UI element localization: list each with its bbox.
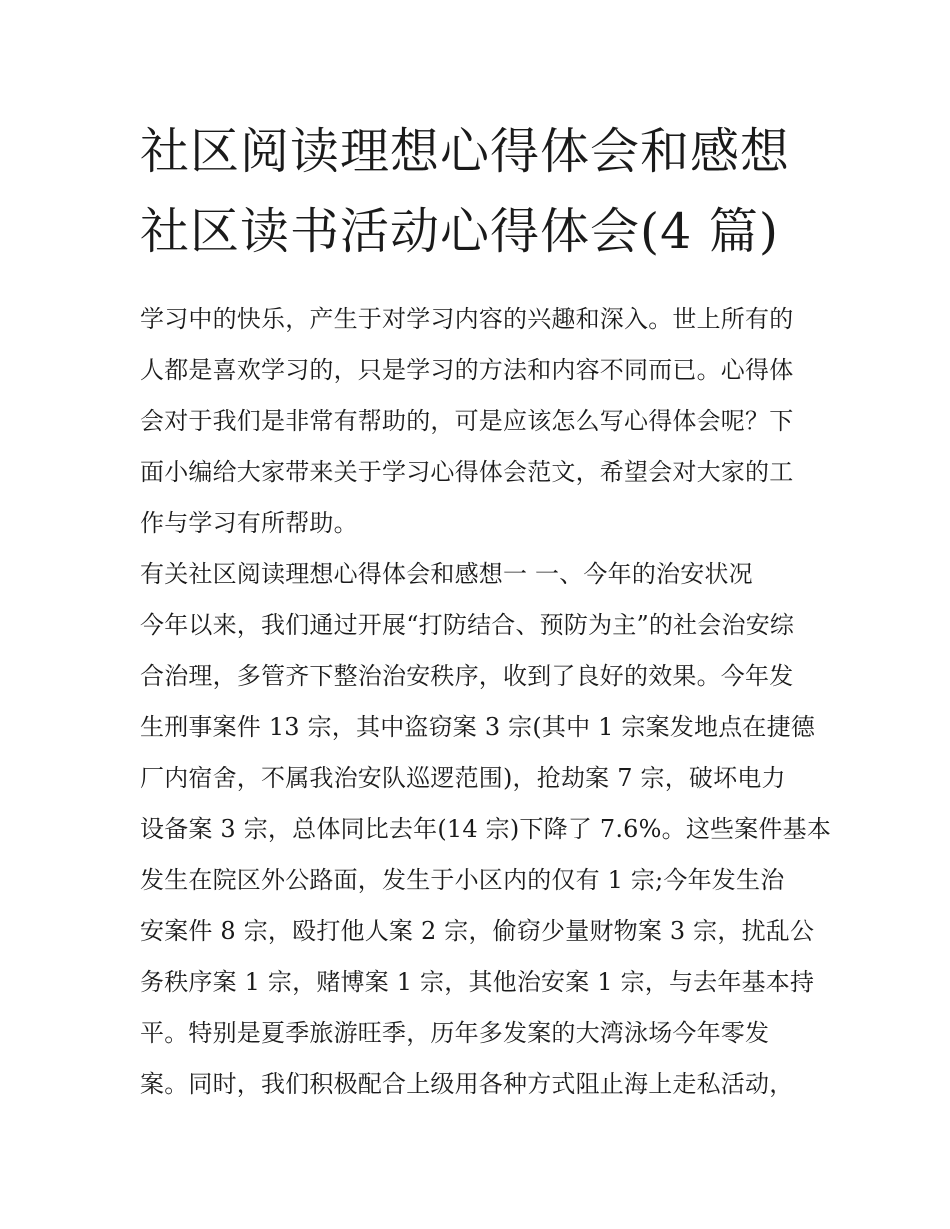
- title-line-2: 社区读书活动心得体会(4 篇): [140, 203, 779, 260]
- body-line: 人都是喜欢学习的，只是学习的方法和内容不同而已。心得体: [140, 356, 794, 384]
- section-heading-line: 有关社区阅读理想心得体会和感想一 一、今年的治安状况: [140, 560, 753, 588]
- body-line: 今年以来，我们通过开展“打防结合、预防为主”的社会治安综: [140, 611, 795, 639]
- document-page: [140, 112, 830, 1110]
- body-line: 案。同时，我们积极配合上级用各种方式阻止海上走私活动，: [140, 1070, 794, 1098]
- body-line: 厂内宿舍，不属我治安队巡逻范围)，抢劫案 7 宗，破坏电力: [140, 764, 786, 792]
- body-line: 设备案 3 宗，总体同比去年(14 宗)下降了 7.6%。这些案件基本: [140, 815, 832, 843]
- body-line: 学习中的快乐，产生于对学习内容的兴趣和深入。世上所有的: [140, 305, 794, 333]
- body-line: 安案件 8 宗，殴打他人案 2 宗，偷窃少量财物案 3 宗，扰乱公: [140, 917, 815, 945]
- body-line: 会对于我们是非常有帮助的，可是应该怎么写心得体会呢？下: [140, 407, 794, 435]
- body-line: 发生在院区外公路面，发生于小区内的仅有 1 宗;今年发生治: [140, 866, 785, 894]
- body-line: 合治理，多管齐下整治治安秩序，收到了良好的效果。今年发: [140, 662, 794, 690]
- document-title: [140, 112, 830, 272]
- title-line-1: 社区阅读理想心得体会和感想: [140, 123, 791, 180]
- document-body: [140, 294, 830, 1110]
- body-line: 平。特别是夏季旅游旺季，历年多发案的大湾泳场今年零发: [140, 1019, 770, 1047]
- body-line: 面小编给大家带来关于学习心得体会范文，希望会对大家的工: [140, 458, 794, 486]
- body-line: 作与学习有所帮助。: [140, 509, 358, 537]
- body-line: 生刑事案件 13 宗，其中盗窃案 3 宗(其中 1 宗案发地点在捷德: [140, 713, 816, 741]
- body-line: 务秩序案 1 宗，赌博案 1 宗，其他治安案 1 宗，与去年基本持: [140, 968, 815, 996]
